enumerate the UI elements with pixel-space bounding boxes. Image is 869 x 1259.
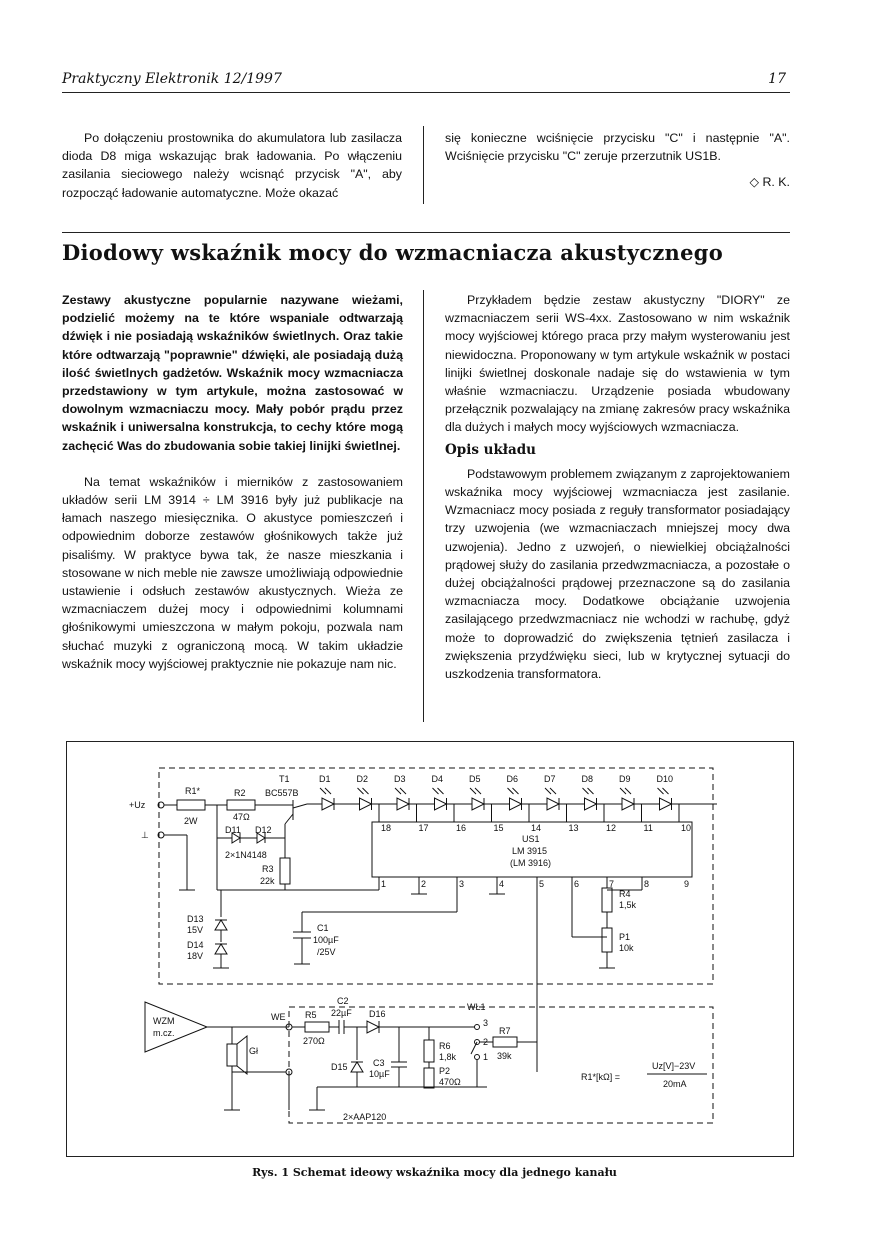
ic-name: US1 <box>522 834 540 844</box>
ic-bottom-pin-label-5: 5 <box>539 879 545 889</box>
c3-value: 10µF <box>369 1069 390 1079</box>
d11-d12-type: 2×1N4148 <box>225 850 267 860</box>
subheading-opis: Opis układu <box>445 441 536 458</box>
t1-label: T1 <box>279 774 290 784</box>
article-right-column <box>445 291 790 683</box>
led-label-d10: D10 <box>656 774 674 784</box>
d16-diode <box>367 1021 379 1033</box>
r3-value: 22k <box>260 876 275 886</box>
ic-top-pin-label-15: 15 <box>493 823 504 833</box>
ic-bottom-pin-label-6: 6 <box>574 879 580 889</box>
supply-label: +Uz <box>129 800 146 810</box>
ground-symbol-label: ⊥ <box>141 830 149 840</box>
p2-value: 470Ω <box>439 1077 461 1087</box>
p2-potentiometer <box>424 1068 434 1088</box>
d13-zener <box>215 920 227 930</box>
r4-value: 1,5k <box>619 900 637 910</box>
r7-resistor <box>493 1037 517 1047</box>
article-left-column <box>62 291 403 673</box>
d16-label: D16 <box>369 1009 386 1019</box>
d15-label: D15 <box>331 1062 348 1072</box>
prev-article-left <box>62 129 402 202</box>
r5-value: 270Ω <box>303 1036 325 1046</box>
speaker <box>227 1044 237 1066</box>
ic-top-pin-label-16: 16 <box>456 823 467 833</box>
ic-type: LM 3915 <box>512 846 548 856</box>
ic-bottom-pin-label-4: 4 <box>499 879 505 889</box>
led-d9 <box>619 774 634 810</box>
r6-value: 1,8k <box>439 1052 457 1062</box>
prev-article-signature: ◇ R. K. <box>749 175 790 190</box>
led-d8 <box>582 774 597 810</box>
ic-top-pin-label-14: 14 <box>531 823 542 833</box>
article-lead: Zestawy akustyczne popularnie nazywane wieżami, podzielić możemy na te które wspaniale odtwarzają dźwięk i nie posiadają wskaźników świetlnych. Oraz takie które odtwarzają "poprawnie" dźwięki, ale posiadają dużą ilość świetlnych gadżetów. Wskaźnik mocy wzmacniacza przedstawiony w tym artykule, można zastosować w dowolnym wzmacniaczu mocy. Mały pobór prądu przez wskaźnik i uniwersalna konstrukcja, to cechy które mogą zachęcić Was do zbudowania sobie takiej linijki świetlnej. <box>62 293 403 453</box>
t1-type: BC557B <box>265 788 299 798</box>
speaker-label: Gł <box>249 1046 258 1056</box>
p1-value: 10k <box>619 943 634 953</box>
dashed-outline-input <box>289 1007 713 1123</box>
ic-bottom-pin-label-9: 9 <box>684 879 690 889</box>
c1-label: C1 <box>317 923 329 933</box>
article-title: Diodowy wskaźnik mocy do wzmacniacza akustycznego <box>62 240 724 265</box>
ic-top-pin-label-11: 11 <box>643 823 653 833</box>
ic-top-pin-label-17: 17 <box>418 823 429 833</box>
led-label-d6: D6 <box>506 774 519 784</box>
led-label-d9: D9 <box>619 774 631 784</box>
page-number: 17 <box>768 71 786 87</box>
c1-value: 100µF <box>313 935 339 945</box>
prev-article-right-text: się konieczne wciśnięcie przycisku "C" i następnie "A". Wciśnięcie przycisku "C" zeruje przerzutnik US1B. <box>445 131 790 164</box>
ic-top-pin-label-10: 10 <box>681 823 692 833</box>
ic-bottom-pin-label-7: 7 <box>609 879 615 889</box>
r6-resistor <box>424 1040 434 1062</box>
p1-potentiometer <box>602 928 612 952</box>
schematic-diagram <box>67 742 793 1156</box>
r1-resistor <box>177 800 205 810</box>
diode-pair-type: 2×AAP120 <box>343 1112 387 1122</box>
ic-bottom-pin-label-2: 2 <box>421 879 427 889</box>
r5-resistor <box>305 1022 329 1032</box>
ic-bottom-pin-label-8: 8 <box>644 879 650 889</box>
switch-contact-1 <box>475 1055 480 1060</box>
led-d1 <box>319 774 334 810</box>
led-d3 <box>394 774 409 810</box>
ic-type-alt: (LM 3916) <box>510 858 552 868</box>
r2-value: 47Ω <box>233 812 250 822</box>
r7-label: R7 <box>499 1026 511 1036</box>
formula-denominator: 20mA <box>663 1079 687 1089</box>
amplifier-triangle <box>145 1002 207 1052</box>
led-label-d4: D4 <box>431 774 444 784</box>
switch-pin-3: 3 <box>483 1018 489 1028</box>
d14-value: 18V <box>187 951 204 961</box>
led-label-d2: D2 <box>356 774 369 784</box>
r2-resistor <box>227 800 255 810</box>
header-rule <box>62 92 790 93</box>
switch-pin-1: 1 <box>483 1052 489 1062</box>
we-label: WE <box>271 1012 286 1022</box>
d13-label: D13 <box>187 914 204 924</box>
r2-label: R2 <box>234 788 246 798</box>
prev-article-right <box>445 129 790 192</box>
section-rule <box>62 232 790 233</box>
column-divider-top <box>423 126 424 204</box>
d15-diode <box>351 1062 363 1072</box>
formula-numerator: Uz[V]−23V <box>652 1061 696 1071</box>
ic-bottom-pin-label-3: 3 <box>459 879 465 889</box>
r5-label: R5 <box>305 1010 317 1020</box>
journal-header: Praktyczny Elektronik 12/1997 <box>62 71 282 87</box>
r3-resistor <box>280 858 290 884</box>
figure-caption: Rys. 1 Schemat ideowy wskaźnika mocy dla jednego kanału <box>252 1166 617 1179</box>
amplifier-label: WZM <box>153 1016 175 1026</box>
article-paragraph-1: Na temat wskaźników i mierników z zastosowaniem układów serii LM 3914 ÷ LM 3916 były już publikacje na łamach naszego miesięcznika. O akustyce pomieszczeń i odpowiednim doborze zestawów głośnikowych także już pisaliśmy. W praktyce bywa tak, że nasze mieszkania i stosowane w nich meble nie zawsze umożliwiają odpowiednie ustawienie i odsłuch zestawów akustycznych. Wieża ze wzmacniaczem dużej mocy i odpowiednimi kolumnami głośnikowymi umieszczona w małym pokoju, pozwala nam słuchać muzyki z ograniczoną mocą. W takim układzie wskaźnik mocy wyjściowej praktycznie nie pokazuje nam nic. <box>62 474 403 671</box>
led-label-d5: D5 <box>469 774 481 784</box>
ic-top-pin-label-13: 13 <box>568 823 579 833</box>
led-label-d7: D7 <box>544 774 556 784</box>
article-paragraph-3: Podstawowym problemem związanym z zaprojektowaniem wskaźnika mocy wyjściowej wzmacniacza jest zasilanie. Wzmacniacz mocy posiada z reguły transformator posiadający trzy uzwojenia (we wzmacniaczach mniejszej mocy dwa uzwojenia). Jedno z uzwojeń, o niewielkiej obciążalności prądowej służy do zasilania przedwzmacniacza, a pozostałe o dużej obciążalności prądowej przeznaczone są do zasilania wzmacniacza mocy. Dodatkowe obciążanie uzwojenia zasilającego przedwzmacniacz nie wchodzi w rachubę, gdyż może to doprowadzić do zwiększenia tętnień zasilacza i zwiększenia przydźwięku sieci, lub w krytycznej sytuacji do uszkodzenia transformatora. <box>445 466 790 682</box>
p2-label: P2 <box>439 1066 451 1076</box>
d11-label: D11 <box>225 825 241 835</box>
led-label-d3: D3 <box>394 774 406 784</box>
r4-label: R4 <box>619 889 631 899</box>
amplifier-sublabel: m.cz. <box>153 1028 175 1038</box>
d14-label: D14 <box>187 940 204 950</box>
formula-left: R1*[kΩ] = <box>581 1072 620 1082</box>
led-d5 <box>469 774 484 810</box>
c3-label: C3 <box>373 1058 385 1068</box>
d13-value: 15V <box>187 925 204 935</box>
switch-pin-2: 2 <box>483 1037 489 1047</box>
led-chain <box>319 774 673 810</box>
d14-zener <box>215 944 227 954</box>
switch-contact-3 <box>475 1025 480 1030</box>
article-paragraph-2: Przykładem będzie zestaw akustyczny "DIORY" ze wzmacniaczem serii WS-4xx. Zastosowano w nim wskaźnik mocy wyjściowej którego praca przy małym wysterowaniu jest niewidoczna. Proponowany w tym artykule wskaźnik w postaci linijki świetlnej doskonale nadaje się do wstawienia w tym właśnie wzmacniaczu. Urządzenie posiada wbudowany przełącznik pozwalający na zmianę zakresów pracy wskaźnika dla dużych i małych mocy wyjściowych wzmacniacza. <box>445 293 790 435</box>
r3-label: R3 <box>262 864 274 874</box>
schematic-frame <box>66 741 794 1157</box>
ic-top-pin-label-18: 18 <box>381 823 392 833</box>
led-d10 <box>657 774 674 810</box>
r4-resistor <box>602 888 612 912</box>
r6-label: R6 <box>439 1041 451 1051</box>
c2-label: C2 <box>337 996 349 1006</box>
led-label-d1: D1 <box>319 774 331 784</box>
led-label-d8: D8 <box>581 774 594 784</box>
c2-value: 22µF <box>331 1008 352 1018</box>
d12-label: D12 <box>255 825 272 835</box>
led-d2 <box>357 774 372 810</box>
led-d7 <box>544 774 559 810</box>
led-d6 <box>507 774 522 810</box>
prev-article-left-text: Po dołączeniu prostownika do akumulatora lub zasilacza dioda D8 miga wskazując brak ładowania. Po włączeniu zasilania sieciowego należy wcisnąć przycisk "A", aby rozpocząć ładowanie automatyczne. Może okazać <box>62 131 402 200</box>
led-d4 <box>432 774 447 810</box>
wl1-label: WŁ1 <box>467 1002 486 1012</box>
r7-value: 39k <box>497 1051 512 1061</box>
r1-label: R1* <box>185 786 201 796</box>
ic-top-pin-label-12: 12 <box>606 823 617 833</box>
r1-value: 2W <box>184 816 198 826</box>
ic-bottom-pin-label-1: 1 <box>381 879 387 889</box>
p1-label: P1 <box>619 932 631 942</box>
c1-voltage: /25V <box>317 947 336 957</box>
column-divider-main <box>423 290 424 722</box>
